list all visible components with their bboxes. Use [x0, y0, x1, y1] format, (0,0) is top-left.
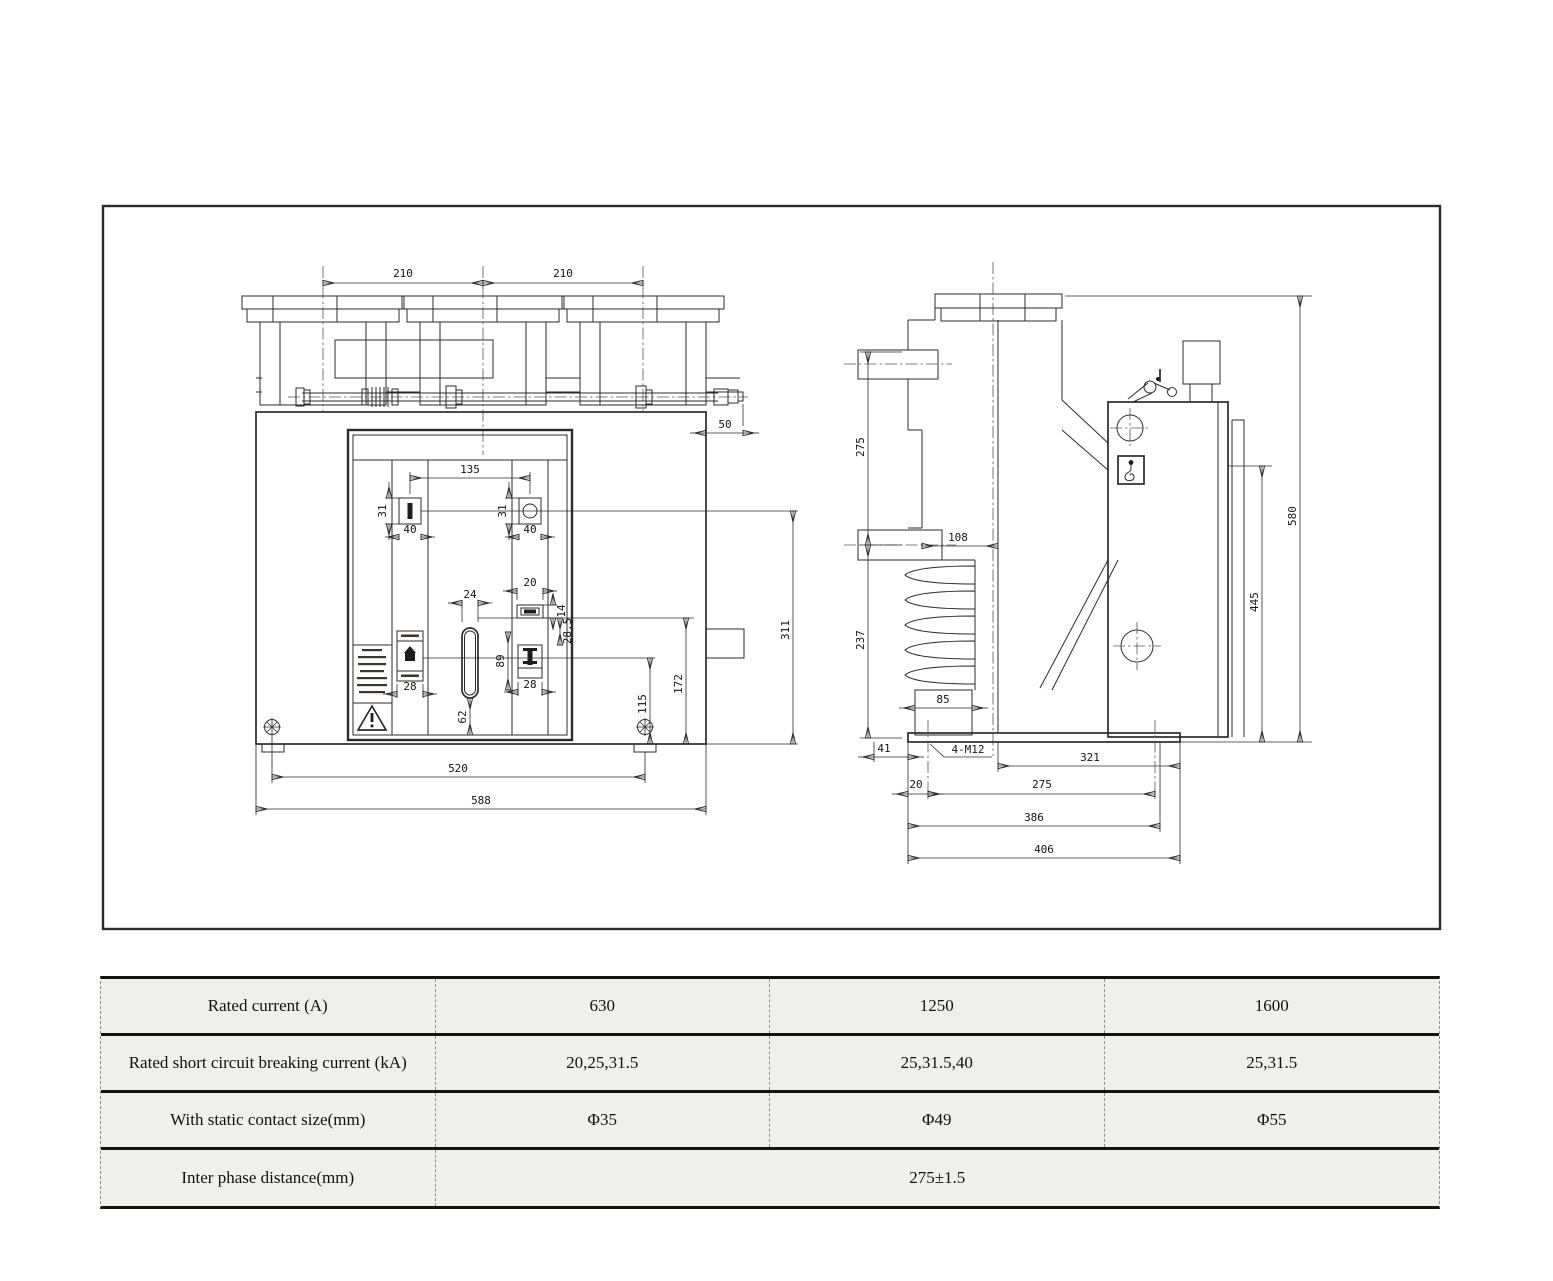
svg-text:406: 406	[1034, 843, 1054, 856]
svg-text:20: 20	[523, 576, 537, 589]
side-dim-left	[854, 352, 902, 738]
contact-size-1: Φ35	[436, 1093, 771, 1147]
svg-text:445: 445	[1248, 592, 1261, 612]
side-pole-profile	[844, 308, 1180, 742]
table-row	[101, 1150, 1439, 1206]
svg-text:275: 275	[854, 437, 867, 457]
front-nameplate	[357, 649, 387, 693]
contact-size-3: Φ55	[1257, 1110, 1287, 1129]
table-row	[101, 979, 1439, 1036]
operating-handle-slot[interactable]	[462, 628, 478, 698]
row-label: Rated current (A)	[101, 979, 436, 1033]
mounting-hole-top	[1110, 408, 1150, 448]
svg-text:31: 31	[496, 504, 509, 518]
hook-label	[1118, 456, 1144, 484]
svg-text:311: 311	[779, 620, 792, 640]
breaking-current-2: 25,31.5,40	[770, 1036, 1105, 1090]
svg-text:135: 135	[460, 463, 480, 476]
rated-current-1250: 1250	[770, 979, 1105, 1033]
svg-text:172: 172	[672, 674, 685, 694]
svg-text:50: 50	[718, 418, 732, 431]
svg-text:237: 237	[854, 630, 867, 650]
spring-charge-indicator	[518, 645, 542, 678]
close-I-icon	[408, 503, 413, 519]
mounting-foot-right	[634, 718, 656, 752]
side-top-plate	[935, 294, 1062, 321]
front-view	[242, 266, 798, 815]
svg-text:4-M12: 4-M12	[951, 743, 985, 756]
svg-text:108: 108	[948, 531, 968, 544]
table-row	[101, 1093, 1439, 1150]
warning-triangle-icon	[358, 706, 386, 730]
breaking-current-1: 20,25,31.5	[436, 1036, 771, 1090]
specification-table	[100, 976, 1440, 1209]
table-row	[101, 1036, 1439, 1093]
svg-text:321: 321	[1080, 751, 1100, 764]
svg-text:210: 210	[553, 267, 573, 280]
contact-size-2: Φ49	[770, 1093, 1105, 1147]
front-door	[348, 430, 572, 740]
front-dim-ind1	[383, 680, 437, 698]
svg-text:210: 210	[393, 267, 413, 280]
front-dim-widths	[256, 736, 706, 815]
front-side-handle	[706, 629, 744, 658]
row-label: With static contact size(mm)	[101, 1093, 436, 1147]
svg-text:31: 31	[376, 504, 389, 518]
close-button[interactable]	[399, 498, 421, 524]
svg-text:14: 14	[555, 604, 568, 618]
rated-current-1600: 1600	[1254, 996, 1289, 1015]
side-view	[844, 262, 1312, 864]
svg-text:28.5: 28.5	[561, 617, 574, 645]
inter-phase-distance: 275±1.5	[909, 1168, 966, 1187]
front-dim-window	[503, 576, 568, 630]
side-dim-bottom	[858, 742, 1180, 864]
front-dim-verticals	[636, 511, 793, 744]
svg-text:41: 41	[877, 742, 891, 755]
svg-text:40: 40	[523, 523, 537, 536]
front-dim-gap	[560, 618, 574, 645]
svg-text:115: 115	[636, 694, 649, 714]
rated-current-630: 630	[436, 979, 771, 1033]
svg-text:28: 28	[523, 678, 537, 691]
svg-text:24: 24	[463, 588, 477, 601]
row-label: Inter phase distance(mm)	[101, 1150, 436, 1206]
indicator-pictogram-icon	[404, 646, 416, 653]
mounting-foot-left	[262, 718, 284, 752]
svg-text:275: 275	[1032, 778, 1052, 791]
side-dim-depth	[922, 531, 998, 546]
side-mechanism-box	[1108, 341, 1244, 737]
svg-text:85: 85	[936, 693, 950, 706]
svg-text:40: 40	[403, 523, 417, 536]
svg-text:20: 20	[909, 778, 923, 791]
front-pole-assemblies	[242, 296, 740, 405]
drawing-border	[103, 206, 1440, 929]
svg-text:520: 520	[448, 762, 468, 775]
lifting-linkage	[1128, 369, 1177, 402]
front-dim-overhang	[690, 404, 759, 433]
svg-text:62: 62	[456, 710, 469, 724]
svg-text:386: 386	[1024, 811, 1044, 824]
position-indicator	[397, 631, 423, 681]
svg-text:580: 580	[1286, 506, 1299, 526]
row-label: Rated short circuit breaking current (kA)	[101, 1036, 436, 1090]
svg-text:28: 28	[403, 680, 417, 693]
svg-text:588: 588	[471, 794, 491, 807]
svg-text:89: 89	[494, 654, 507, 668]
operation-counter-window	[517, 605, 543, 618]
side-dim-base-inner	[899, 693, 988, 708]
mounting-hole-bottom	[1113, 622, 1161, 670]
side-dim-right	[1065, 296, 1312, 742]
breaking-current-3: 25,31.5	[1246, 1053, 1298, 1072]
